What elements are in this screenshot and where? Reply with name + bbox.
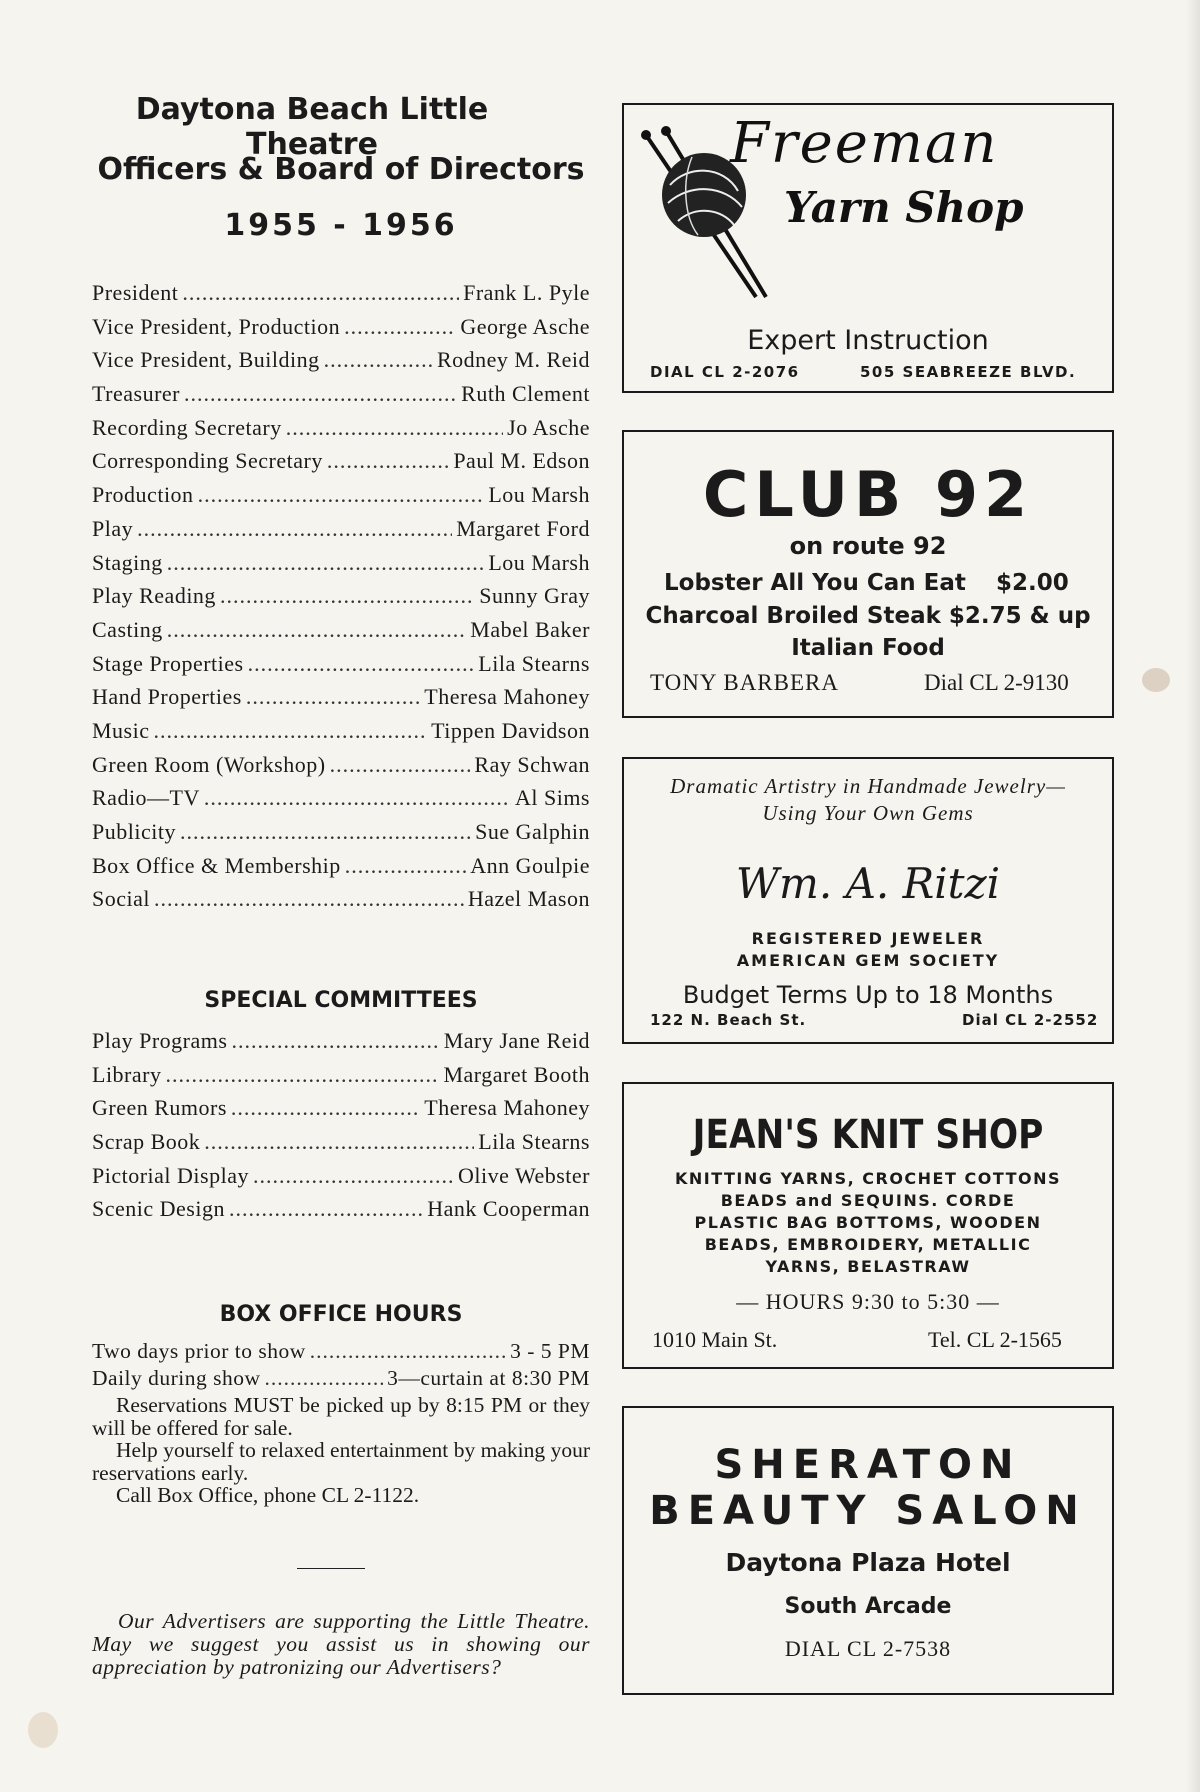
officer-role: Play Reading: [92, 583, 216, 609]
committee-row: [92, 1129, 590, 1163]
committee-role: Play Programs: [92, 1028, 228, 1053]
officer-role: Music: [92, 717, 150, 743]
committee-row: [92, 1095, 590, 1129]
officer-role: Box Office & Membership: [92, 852, 341, 878]
divider: [297, 1568, 365, 1569]
leader-dots: [265, 1367, 384, 1390]
officer-row: [92, 583, 590, 617]
officer-name: Ruth Clement: [461, 381, 590, 407]
officer-row: [92, 516, 590, 550]
officer-role: Hand Properties: [92, 684, 242, 710]
advertiser-note: Our Advertisers are supporting the Little Theatre. May we suggest you assist us in showing our appreciation by patronizing our Advertisers?: [92, 1609, 590, 1679]
jeans-product-line: YARNS, BELASTRAW: [765, 1257, 971, 1276]
club92-menu-price: $2.00: [996, 570, 1069, 596]
leader-dots: [330, 752, 471, 778]
officer-name: Jo Asche: [507, 414, 590, 440]
officer-role: Green Room (Workshop): [92, 751, 326, 777]
officer-name: Lou Marsh: [488, 482, 590, 508]
leader-dots: [137, 516, 452, 542]
ritzi-credential: REGISTERED JEWELER: [751, 929, 985, 948]
committee-role: Library: [92, 1061, 162, 1087]
officer-row: [92, 617, 590, 651]
club92-menu-item: Lobster All You Can Eat: [664, 570, 966, 596]
committee-name: Hank Cooperman: [427, 1196, 590, 1222]
officer-role: Corresponding Secretary: [92, 448, 323, 474]
officer-name: Hazel Mason: [467, 886, 590, 912]
committee-name: Theresa Mahoney: [424, 1095, 590, 1121]
officer-row: [92, 314, 590, 348]
freeman-logo-text: Freeman: [730, 111, 999, 176]
officer-name: Tippen Davidson: [431, 717, 590, 743]
leader-dots: [286, 415, 503, 441]
leader-dots: [167, 617, 467, 643]
yarn-shop-logo-text: Yarn Shop: [784, 183, 1024, 232]
officer-role: Radio—TV: [92, 785, 200, 811]
officer-row: [92, 448, 590, 482]
box-office-row-value: 3 - 5 PM: [510, 1339, 590, 1363]
leader-dots: [231, 1028, 439, 1054]
leader-dots: [327, 448, 449, 474]
officer-row: [92, 651, 590, 685]
ad-ritzi-jeweler: [622, 757, 1114, 1044]
officer-name: Ann Goulpie: [470, 852, 590, 878]
officer-role: Publicity: [92, 819, 176, 844]
club92-name: CLUB 92: [702, 458, 1034, 531]
leader-dots: [220, 583, 475, 609]
leader-dots: [229, 1196, 423, 1222]
box-office-row-value: 3—curtain at 8:30 PM: [387, 1366, 590, 1390]
officer-role: Casting: [92, 616, 163, 642]
jeans-product-line: PLASTIC BAG BOTTOMS, WOODEN: [694, 1213, 1042, 1232]
committee-row: [92, 1028, 590, 1062]
officer-role: Play: [92, 515, 134, 541]
leader-dots: [231, 1095, 420, 1121]
jeans-address: 1010 Main St.: [652, 1327, 778, 1352]
officers-list: [92, 280, 590, 920]
leader-dots: [204, 1129, 474, 1155]
leader-dots: [310, 1340, 506, 1363]
leader-dots: [167, 550, 485, 576]
box-office-row-label: Two days prior to show: [92, 1339, 306, 1363]
board-subtitle: Officers & Board of Directors: [97, 152, 585, 187]
sheraton-hotel: Daytona Plaza Hotel: [725, 1548, 1011, 1577]
jeans-hours: — HOURS 9:30 to 5:30 —: [736, 1289, 1000, 1314]
box-office-note: Help yourself to relaxed entertainment by making your reservations early.: [92, 1438, 590, 1485]
jeans-product-line: KNITTING YARNS, CROCHET COTTONS: [674, 1169, 1062, 1188]
officer-row: [92, 550, 590, 584]
officer-row: [92, 785, 590, 819]
officer-role: Vice President, Building: [92, 347, 320, 373]
officer-role: President: [92, 280, 179, 305]
officer-name: Sunny Gray: [479, 583, 590, 609]
committee-role: Pictorial Display: [92, 1162, 249, 1188]
sheraton-arcade: South Arcade: [784, 1594, 952, 1619]
ad-club-92: [622, 430, 1114, 718]
officer-name: Lou Marsh: [488, 549, 590, 575]
officer-role: Stage Properties: [92, 650, 244, 676]
committee-row: [92, 1196, 590, 1230]
committee-role: Scrap Book: [92, 1129, 201, 1155]
club92-menu-item: Charcoal Broiled Steak $2.75 & up: [645, 603, 1091, 629]
ritzi-credential: AMERICAN GEM SOCIETY: [736, 951, 1000, 970]
box-office-note: Reservations MUST be picked up by 8:15 PM or they will be offered for sale.: [92, 1393, 590, 1440]
sheraton-dial: DIAL CL 2-7538: [784, 1636, 952, 1661]
officer-name: Theresa Mahoney: [424, 684, 590, 710]
box-office-row: [92, 1367, 590, 1394]
ritzi-tagline-line: Using Your Own Gems: [762, 801, 974, 825]
committee-role: Scenic Design: [92, 1196, 225, 1222]
club92-owner: TONY BARBERA: [650, 670, 839, 695]
leader-dots: [345, 853, 466, 879]
officer-name: Lila Stearns: [478, 650, 590, 676]
leader-dots: [154, 718, 428, 744]
ad-jeans-knit-shop: [622, 1082, 1114, 1369]
officer-role: Vice President, Production: [92, 313, 341, 339]
officer-row: [92, 853, 590, 887]
page-edge-shadow: [1186, 0, 1200, 1792]
jeans-tel: Tel. CL 2-1565: [928, 1327, 1062, 1352]
special-committees-title: SPECIAL COMMITTEES: [204, 988, 478, 1013]
officer-row: [92, 752, 590, 786]
leader-dots: [184, 381, 457, 407]
officer-name: Mabel Baker: [470, 616, 590, 642]
leader-dots: [182, 280, 459, 306]
paper-stain: [28, 1712, 58, 1748]
officer-row: [92, 684, 590, 718]
box-office-title: BOX OFFICE HOURS: [219, 1302, 463, 1327]
officer-role: Recording Secretary: [92, 414, 282, 440]
leader-dots: [248, 651, 475, 677]
box-office-row: [92, 1340, 590, 1367]
ritzi-tagline-line: Dramatic Artistry in Handmade Jewelry—: [670, 774, 1066, 798]
committee-name: Margaret Booth: [443, 1061, 590, 1087]
leader-dots: [204, 785, 511, 811]
officer-row: [92, 381, 590, 415]
box-office-row-label: Daily during show: [92, 1366, 261, 1390]
officer-name: Margaret Ford: [456, 515, 590, 541]
theatre-title: Daytona Beach Little Theatre: [135, 92, 489, 162]
officer-row: [92, 718, 590, 752]
jeans-products: [624, 1168, 1112, 1278]
jeans-product-line: BEADS and SEQUINS. CORDE: [720, 1191, 1016, 1210]
officer-name: Frank L. Pyle: [463, 280, 590, 305]
box-office-note: Call Box Office, phone CL 2-1122.: [116, 1483, 420, 1507]
officer-name: Paul M. Edson: [453, 448, 590, 474]
committee-name: Mary Jane Reid: [443, 1028, 590, 1053]
club92-menu-item: Italian Food: [791, 635, 945, 661]
officer-name: George Asche: [460, 313, 590, 339]
season-years: 1955 - 1956: [224, 208, 458, 243]
leader-dots: [180, 819, 471, 845]
ritzi-terms: Budget Terms Up to 18 Months: [682, 981, 1054, 1009]
officer-row: [92, 482, 590, 516]
committee-row: [92, 1062, 590, 1096]
officer-name: Al Sims: [514, 785, 590, 811]
ritzi-name: Wm. A. Ritzi: [735, 859, 1001, 908]
ritzi-tagline: [624, 773, 1112, 827]
leader-dots: [324, 347, 433, 373]
officer-role: Treasurer: [92, 381, 180, 407]
officer-name: Sue Galphin: [475, 819, 590, 844]
leader-dots: [246, 684, 420, 710]
officer-row: [92, 347, 590, 381]
committee-row: [92, 1163, 590, 1197]
leader-dots: [154, 886, 464, 912]
ad-freeman-yarn-shop: [622, 103, 1114, 393]
leader-dots: [344, 314, 456, 340]
sheraton-name: BEAUTY SALON: [649, 1488, 1087, 1534]
officer-role: Social: [92, 886, 150, 912]
leader-dots: [165, 1062, 439, 1088]
freeman-tagline: Expert Instruction: [747, 325, 989, 356]
officer-name: Rodney M. Reid: [436, 347, 590, 373]
freeman-address: 505 SEABREEZE BLVD.: [860, 363, 1077, 381]
box-office-hours: [92, 1340, 590, 1507]
ritzi-dial: Dial CL 2-2552: [962, 1011, 1099, 1029]
officer-role: Production: [92, 482, 194, 508]
jeans-name: JEAN'S KNIT SHOP: [692, 1112, 1044, 1158]
officer-role: Staging: [92, 549, 163, 575]
committee-name: Olive Webster: [457, 1162, 590, 1188]
ad-sheraton-beauty-salon: [622, 1406, 1114, 1695]
sheraton-name: SHERATON: [714, 1442, 1022, 1488]
leader-dots: [253, 1163, 454, 1189]
officer-row: [92, 415, 590, 449]
officer-row: [92, 280, 590, 314]
club92-phone: Dial CL 2-9130: [924, 670, 1069, 695]
committee-role: Green Rumors: [92, 1095, 227, 1121]
officer-row: [92, 886, 590, 920]
club92-route: on route 92: [789, 532, 947, 560]
committees-list: [92, 1028, 590, 1230]
leader-dots: [198, 482, 485, 508]
officer-row: [92, 819, 590, 853]
officer-name: Ray Schwan: [474, 751, 590, 777]
paper-stain: [1142, 668, 1170, 692]
jeans-product-line: BEADS, EMBROIDERY, METALLIC: [704, 1235, 1032, 1254]
ritzi-address: 122 N. Beach St.: [650, 1011, 807, 1029]
committee-name: Lila Stearns: [478, 1129, 590, 1155]
freeman-dial: DIAL CL 2-2076: [650, 363, 800, 381]
